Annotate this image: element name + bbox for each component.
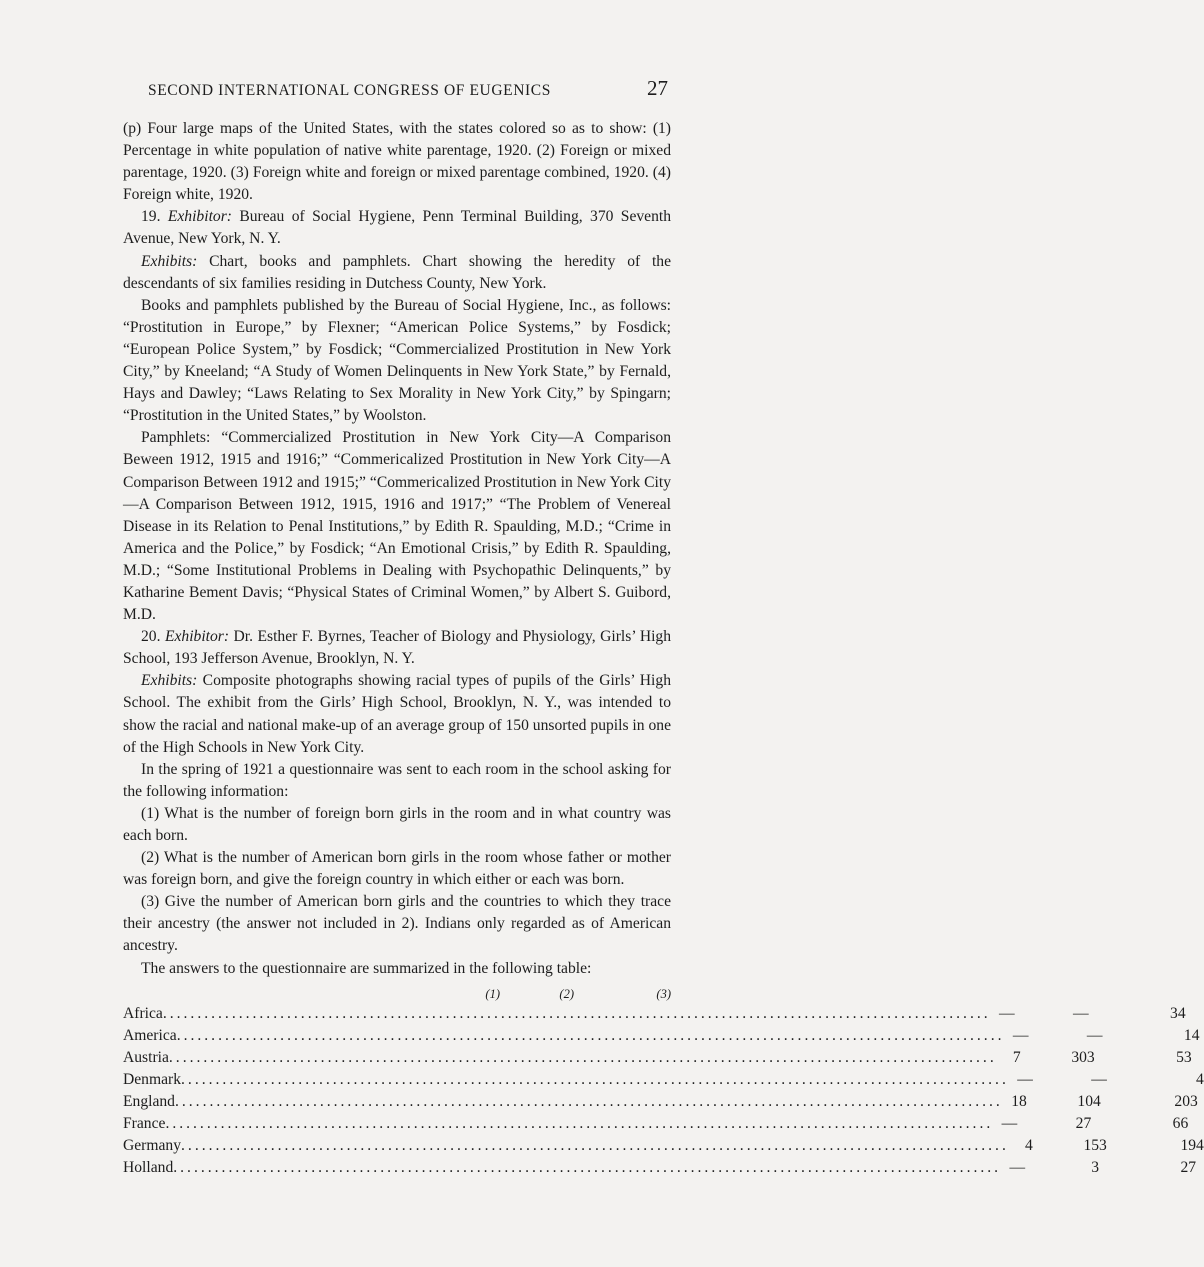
column-header: (1) <box>485 986 500 1001</box>
leader-dots: ........................................................................................................................ <box>181 1136 1009 1154</box>
paragraph: Exhibits: Chart, books and pamphlets. Chart showing the heredity of the descendants of six families residing in Dutchess County, New York. <box>123 252 671 292</box>
page-header <box>148 76 668 101</box>
value-cell: 14 <box>1183 1026 1200 1044</box>
value-cell: — <box>1091 1070 1107 1088</box>
value-cell: 27 <box>1180 1158 1197 1176</box>
value-cell: 3 <box>1091 1158 1100 1176</box>
value-cell: 203 <box>1174 1092 1198 1110</box>
table-header-row <box>123 983 671 1003</box>
value-cell: 104 <box>1077 1092 1101 1110</box>
leader-dots: ........................................................................................................................ <box>176 1026 1005 1044</box>
paragraph: Books and pamphlets published by the Bureau of Social Hygiene, Inc., as follows: “Prostitution in Europe,” by Flexner; “American Police Systems,” by Fosdick; “European Police System,” by Fosdick; “Commercialized Prostitution in New York City,” by Kneeland; “A Study of Women Delinquents in New York State,” by Fernald, Hays and Dawley; “Laws Relating to Sex Morality in New York City,” by Spingarn; “Prostitution in the United States,” by Woolston. <box>123 296 671 425</box>
country-name: Holland <box>123 1158 174 1176</box>
table-row <box>123 1113 1189 1135</box>
country-cell <box>123 1047 997 1069</box>
table-row <box>123 1047 1192 1069</box>
country-name: Austria <box>123 1048 169 1066</box>
leader-dots: ........................................................................................................................ <box>168 1048 997 1066</box>
value-cell: 18 <box>1011 1092 1027 1110</box>
paragraph: (1) What is the number of foreign born girls in the room and in what country was each born. <box>123 804 671 844</box>
leader-dots: ........................................................................................................................ <box>165 1114 994 1132</box>
paragraph: The answers to the questionnaire are summarized in the following table: <box>141 959 592 977</box>
country-name: Africa <box>123 1004 163 1022</box>
table-row <box>123 1157 1197 1179</box>
country-cell <box>123 1091 1003 1113</box>
value-cell: — <box>1009 1158 1026 1176</box>
country-cell <box>123 1135 1009 1157</box>
paragraph: (2) What is the number of American born girls in the room whose father or mother was foreign born, and give the foreign country in which either or each was born. <box>123 849 671 889</box>
country-cell <box>123 1113 993 1135</box>
country-name: England <box>123 1092 175 1110</box>
paragraph: 19. Exhibitor: Bureau of Social Hygiene, Penn Terminal Building, 370 Seventh Avenue, New York, N. Y. <box>123 208 672 248</box>
country-name: America <box>123 1026 177 1044</box>
leader-dots: ........................................................................................................................ <box>181 1070 1009 1088</box>
page-number: 27 <box>647 76 668 100</box>
value-cell: 7 <box>1012 1048 1021 1066</box>
country-cell <box>123 1025 1005 1047</box>
table-row <box>123 1069 1204 1091</box>
table-row <box>123 1003 1186 1025</box>
value-cell: — <box>1017 1070 1033 1088</box>
table-body <box>123 1003 1204 1179</box>
table-row <box>123 1025 1200 1047</box>
running-head: SECOND INTERNATIONAL CONGRESS OF EUGENICS <box>148 82 551 99</box>
value-cell: — <box>999 1004 1015 1022</box>
value-cell: — <box>1073 1004 1089 1022</box>
value-cell: 303 <box>1071 1048 1095 1066</box>
value-cell: — <box>1012 1026 1029 1044</box>
page-body <box>123 118 1204 1179</box>
paragraph: In the spring of 1921 a questionnaire was sent to each room in the school asking for the following information: <box>123 760 671 800</box>
country-cell <box>123 1157 1001 1179</box>
value-cell: — <box>1001 1114 1018 1132</box>
value-cell: 53 <box>1176 1048 1192 1066</box>
country-cell <box>123 1003 991 1025</box>
table-row <box>123 1091 1198 1113</box>
value-cell: 34 <box>1170 1004 1186 1022</box>
value-cell: 153 <box>1083 1136 1107 1154</box>
country-name: France <box>123 1114 166 1132</box>
value-cell: 194 <box>1180 1136 1204 1154</box>
paragraph: (3) Give the number of American born girls and the countries to which they trace their ancestry (the answer not included in 2). Indians only regarded as of American ancestry. <box>123 893 671 955</box>
table-row <box>123 1135 1204 1157</box>
paragraph: Exhibits: Composite photographs showing racial types of pupils of the Girls’ High School. The exhibit from the Girls’ High School, Brooklyn, N. Y., was intended to show the racial and national make-up of an average group of 150 unsorted pupils in one of the High Schools in New York City. <box>123 672 671 756</box>
leader-dots: ........................................................................................................................ <box>174 1092 1003 1110</box>
paragraph: 20. Exhibitor: Dr. Esther F. Byrnes, Teacher of Biology and Physiology, Girls’ High School, 193 Jefferson Avenue, Brooklyn, N. Y. <box>123 628 672 668</box>
value-cell: 27 <box>1075 1114 1092 1132</box>
column-header: (3) <box>656 986 671 1001</box>
summary-table <box>123 983 1204 1179</box>
value-cell: — <box>1086 1026 1103 1044</box>
value-cell: 66 <box>1172 1114 1189 1132</box>
leader-dots: ........................................................................................................................ <box>173 1158 1002 1176</box>
value-cell: 4 <box>1196 1070 1204 1088</box>
value-cell: 4 <box>1025 1136 1033 1154</box>
country-name: Denmark <box>123 1070 182 1088</box>
paragraph: Pamphlets: “Commercialized Prostitution in New York City—A Comparison Beween 1912, 1915 and 1916;” “Commericalized Prostitution in New York City—A Comparison Between 1912 and 1915;” “Commericalized Prostitution in New York City—A Comparison Between 1912, 1915, 1916 and 1917;” “The Problem of Venereal Disease in its Relation to Penal Institutions,” by Edith R. Spaulding, M.D.; “Crime in America and the Police,” by Fosdick; “An Emotional Crisis,” by Edith R. Spaulding, M.D.; “Some Institutional Problems in Dealing with Psychopathic Delinquents,” by Katharine Bement Davis; “Physical States of Criminal Women,” by Albert S. Guibord, M.D. <box>123 429 671 624</box>
country-cell <box>123 1069 1009 1091</box>
column-header: (2) <box>559 986 574 1001</box>
country-name: Germany <box>123 1136 182 1154</box>
paragraph: (p) Four large maps of the United States, with the states colored so as to show: (1) Percentage in white population of native white parentage, 1920. (2) Foreign or mixed parentage, 1920. (3) Foreign white and foreign or mixed parentage combined, 1920. (4) Foreign white, 1920. <box>123 120 671 204</box>
leader-dots: ........................................................................................................................ <box>162 1004 991 1022</box>
